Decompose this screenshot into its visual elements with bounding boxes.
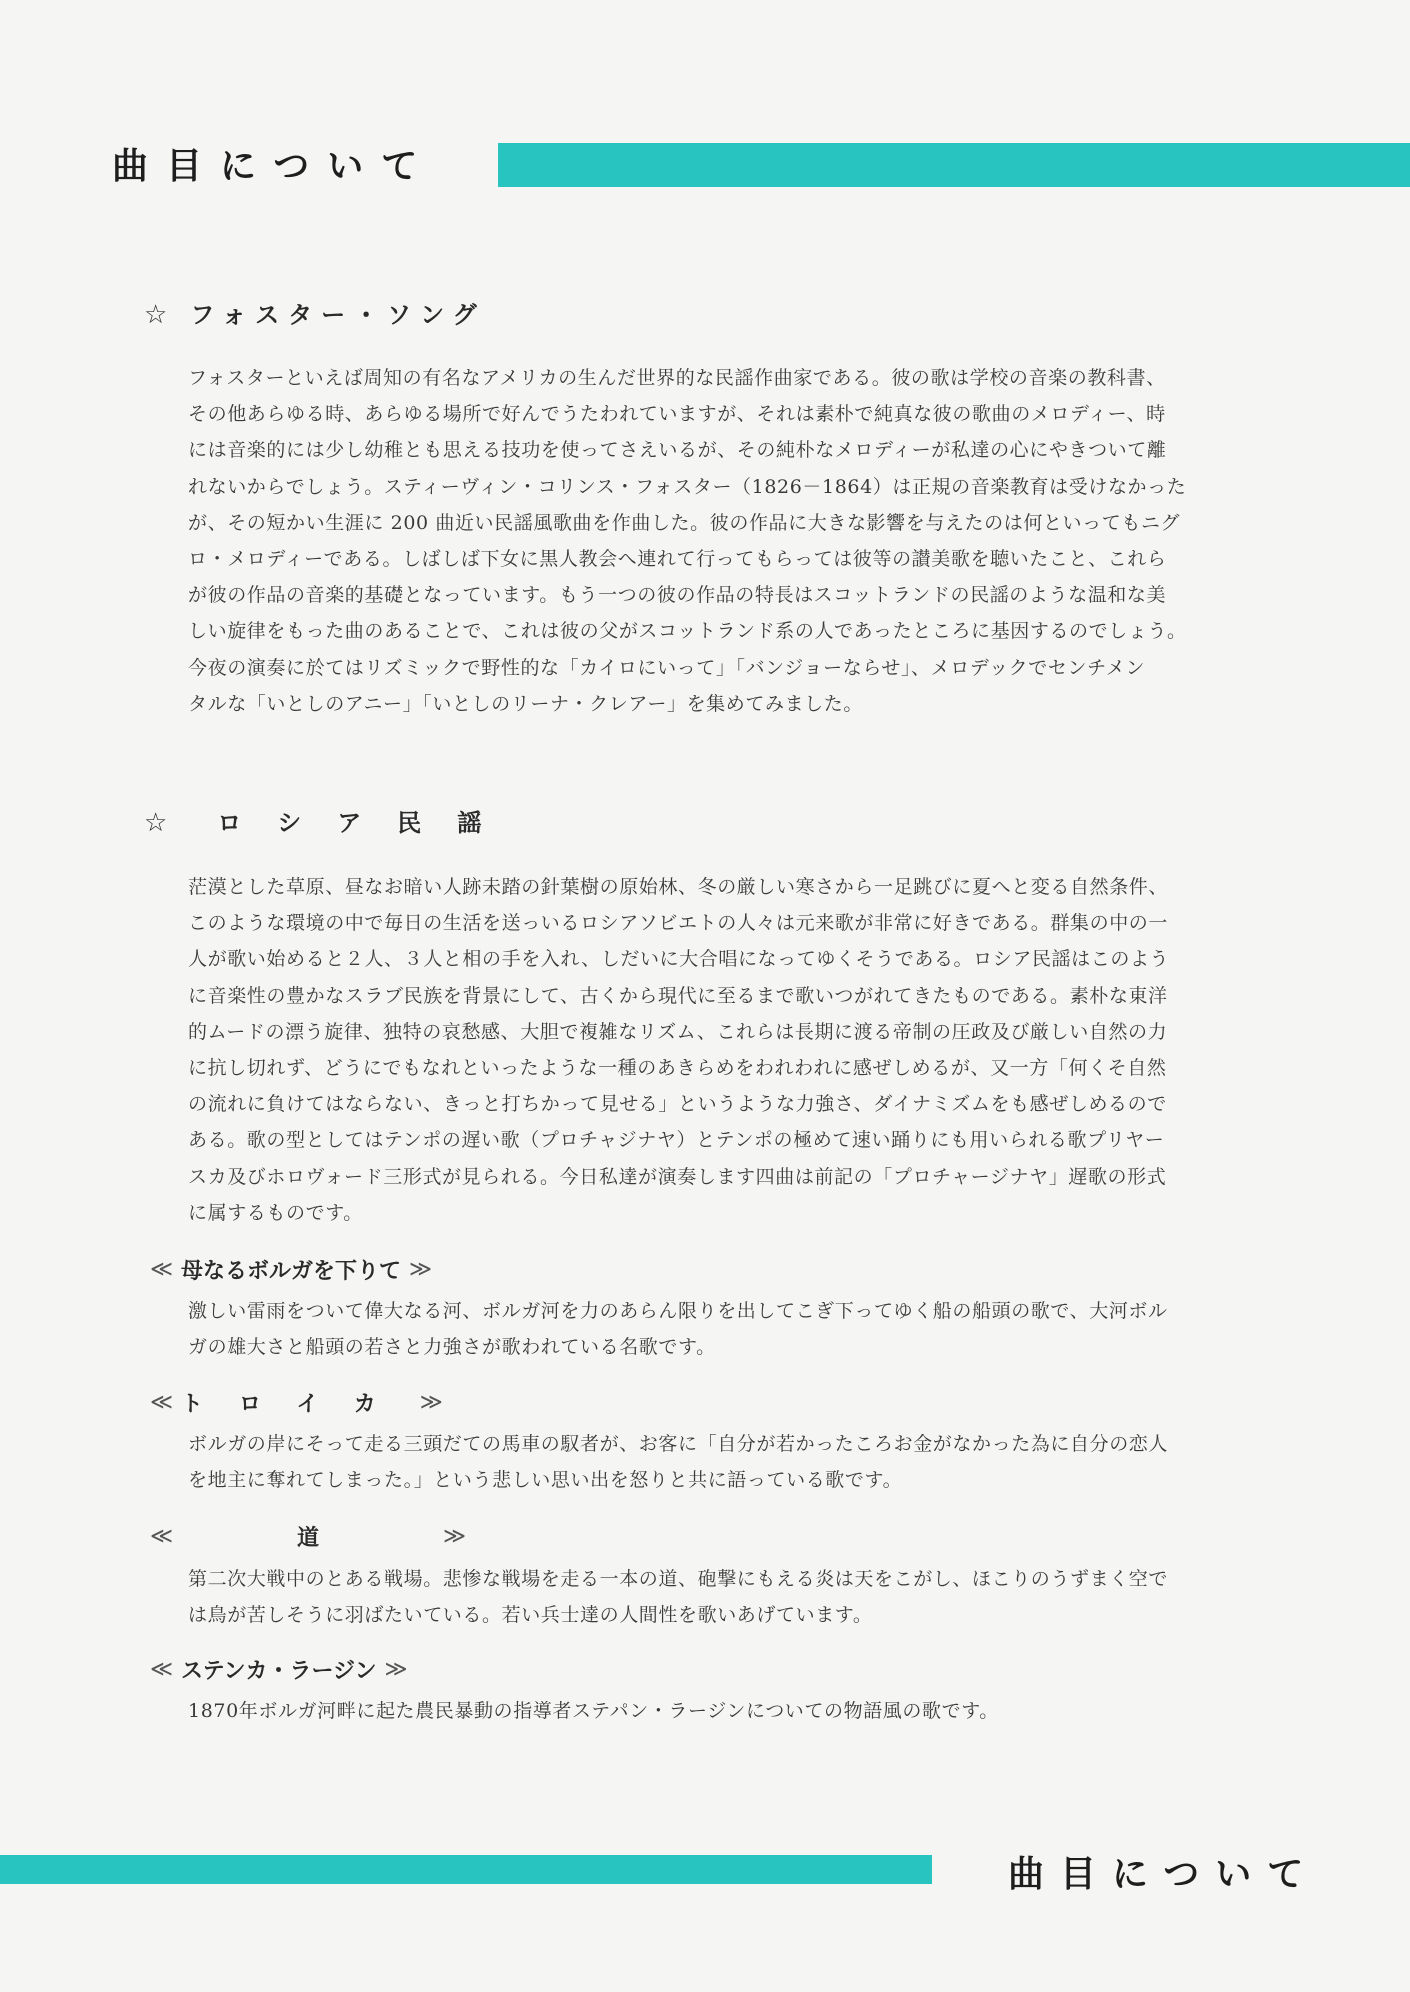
song-title-stenka-razin [150, 1654, 490, 1685]
footer-title: 曲目について [1008, 1854, 1320, 1895]
text-line: その他あらゆる時、あらゆる場所で好んでうたわれていますが、それは素朴で純真な彼の歌曲のメロディー、時 [188, 403, 1166, 426]
song-name: トロイカ [181, 1392, 412, 1417]
text-line: に属するものです。 [188, 1201, 363, 1224]
text-line: に抗し切れず、どうにでもなれといったような一種のあきらめをわれわれに感ぜしめるが、又一方「何くそ自然 [188, 1057, 1167, 1080]
song-desc-troika [188, 1426, 1296, 1498]
close-bracket: ≫ [442, 1524, 466, 1549]
text-line: ボルガの岸にそって走る三頭だての馬車の馭者が、お客に「自分が若かったころお金がなかった為に自分の恋人 [188, 1433, 1169, 1455]
page-title: 曲目について [112, 146, 436, 187]
text-line: の流れに負けてはならない、きっと打ちかって見せる」というような力強さ、ダイナミズムをも感ぜしめるので [188, 1093, 1167, 1116]
text-line: に音楽性の豊かなスラブ民族を背景にして、古くから現代に至るまで歌いつがれてきたものである。素朴な東洋 [188, 984, 1168, 1007]
song-desc-road [188, 1561, 1296, 1633]
open-bracket: ≪ [150, 1657, 174, 1682]
section-body-russia [188, 869, 1296, 1231]
text-line: は鳥が苦しそうに羽ばたいている。若い兵士達の人間性を歌いあげています。 [188, 1604, 873, 1626]
header-accent-bar [498, 143, 1410, 187]
star-icon: ☆ [144, 808, 204, 838]
section-body-foster [188, 360, 1296, 722]
section-heading-russia [144, 803, 517, 838]
close-bracket: ≫ [409, 1257, 433, 1282]
text-line: タルな「いとしのアニー」「いとしのリーナ・クレアー」を集めてみました。 [188, 692, 863, 715]
close-bracket: ≫ [384, 1657, 408, 1682]
text-line: スカ及びホロヴォード三形式が見られる。今日私達が演奏します四曲は前記の「プロチャージナヤ」遅歌の形式 [188, 1165, 1167, 1188]
text-line: ガの雄大さと船頭の若さと力強さが歌われている名歌です。 [188, 1336, 716, 1358]
song-desc-volga [188, 1293, 1296, 1365]
text-line: ある。歌の型としてはテンポの遅い歌（プロチャジナヤ）とテンポの極めて速い踊りにも用いられる歌プリヤー [188, 1129, 1165, 1152]
text-line: 1870年ボルガ河畔に起た農民暴動の指導者ステパン・ラージンについての物語風の歌です。 [188, 1700, 999, 1722]
text-line: には音楽的には少し幼稚とも思える技功を使ってさえいるが、その純朴なメロディーが私達の心にやきついて離 [188, 439, 1167, 462]
song-title-road [150, 1521, 466, 1552]
text-line: 茫漠とした草原、昼なお暗い人跡未踏の針葉樹の原始林、冬の厳しい寒さから一足跳びに夏へと変る自然条件、 [188, 876, 1169, 898]
text-line: このような環境の中で毎日の生活を送っいるロシアソビエトの人々は元来歌が非常に好きである。群集の中の一 [188, 912, 1169, 935]
open-bracket: ≪ [150, 1257, 174, 1282]
song-name: 道 [296, 1526, 319, 1551]
section-heading-foster [144, 295, 486, 330]
section-heading-text: フォスター・ソング [190, 301, 486, 329]
text-line: しい旋律をもった曲のあることで、これは彼の父がスコットランド系の人であったところに基因するのでしょう。 [188, 620, 1187, 643]
song-title-volga [150, 1254, 490, 1285]
text-line: 激しい雷雨をついて偉大なる河、ボルガ河を力のあらん限りを出してこぎ下ってゆく船の船頭の歌で、大河ボル [188, 1300, 1168, 1322]
section-heading-text: ロシア民謡 [217, 809, 518, 837]
open-bracket: ≪ [150, 1390, 174, 1415]
text-line: が、その短かい生涯に 200 曲近い民謡風歌曲を作曲した。彼の作品に大きな影響を与えたのは何といってもニグ [188, 511, 1181, 534]
open-bracket: ≪ [150, 1524, 174, 1549]
song-desc-stenka-razin [188, 1693, 1296, 1729]
text-line: ロ・メロディーである。しばしば下女に黒人教会へ連れて行ってもらっては彼等の讃美歌を聴いたこと、これら [188, 548, 1167, 571]
close-bracket: ≫ [419, 1390, 443, 1415]
text-line: れないからでしょう。スティーヴィン・コリンス・フォスター（1826－1864）は正規の音楽教育は受けなかった [188, 475, 1187, 498]
star-icon: ☆ [144, 300, 177, 330]
song-title-troika [150, 1387, 490, 1418]
song-name: ステンカ・ラージン [181, 1659, 377, 1684]
song-name: 母なるボルガを下りて [181, 1259, 402, 1284]
footer-accent-bar [0, 1855, 932, 1884]
text-line: 第二次大戦中のとある戦場。悲惨な戦場を走る一本の道、砲撃にもえる炎は天をこがし、ほこりのうずまく空で [188, 1568, 1169, 1590]
text-line: 的ムードの漂う旋律、独特の哀愁感、大胆で複雑なリズム、これらは長期に渡る帝制の圧政及び厳しい自然の力 [188, 1020, 1168, 1043]
text-line: 今夜の演奏に於てはリズミックで野性的な「カイロにいって」「バンジョーならせ」、メロデックでセンチメン [188, 656, 1146, 679]
text-line: フォスターといえば周知の有名なアメリカの生んだ世界的な民謡作曲家である。彼の歌は学校の音楽の教科書、 [188, 367, 1166, 389]
text-line: を地主に奪れてしまった。」という悲しい思い出を怒りと共に語っている歌です。 [188, 1469, 903, 1491]
text-line: 人が歌い始めると２人、３人と相の手を入れ、しだいに大合唱になってゆくそうである。ロシア民謡はこのよう [188, 948, 1170, 971]
text-line: が彼の作品の音楽的基礎となっています。もう一つの彼の作品の特長はスコットランドの民謡のような温和な美 [188, 584, 1167, 607]
